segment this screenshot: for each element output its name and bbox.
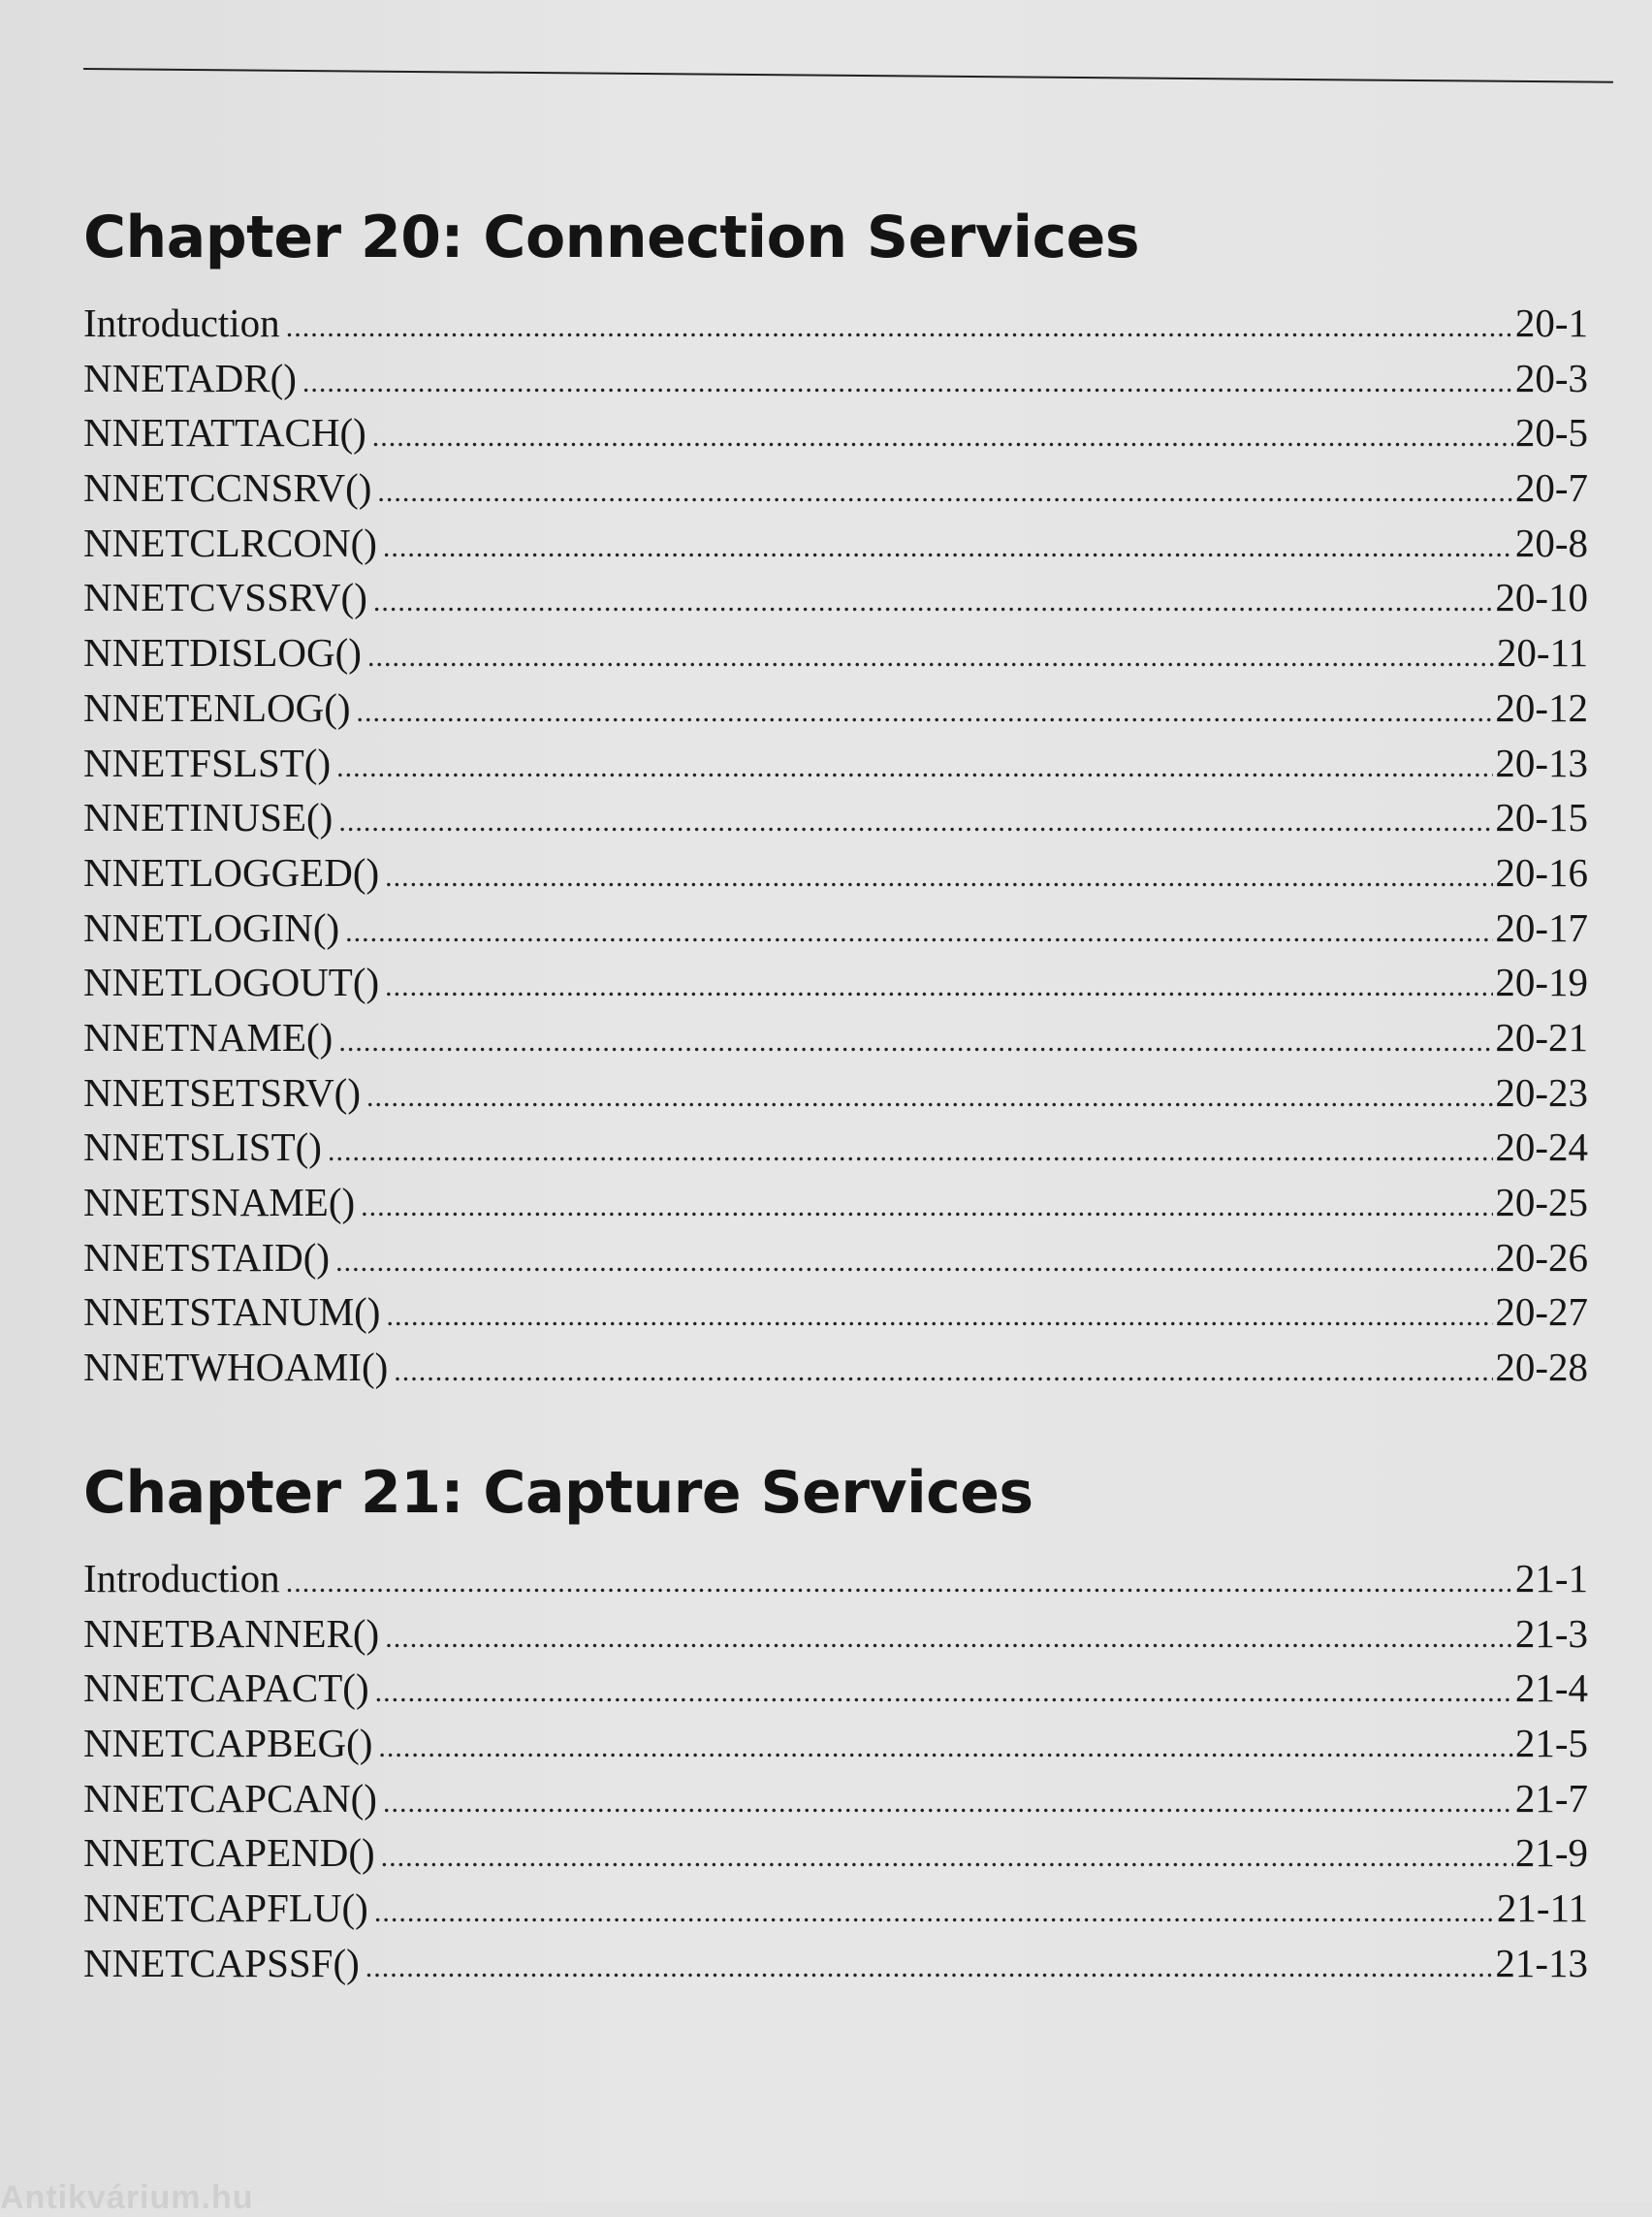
toc-entry <box>83 904 1588 960</box>
toc-entry <box>83 629 1588 684</box>
dot-leader <box>381 1841 1513 1874</box>
toc-entry-page: 21-5 <box>1514 1721 1588 1766</box>
toc-entry-name: NNETATTACH() <box>83 410 366 456</box>
chapter-title: Chapter 20: Connection Services <box>83 204 1140 271</box>
dot-leader <box>375 1676 1513 1709</box>
toc-entry-page: 20-25 <box>1495 1180 1588 1224</box>
dot-leader <box>366 1081 1493 1114</box>
toc-entry-page: 20-26 <box>1495 1234 1588 1280</box>
dot-leader <box>335 1246 1493 1279</box>
toc-entry <box>83 740 1588 795</box>
dot-leader <box>338 806 1493 839</box>
toc-entry-name: NNETCAPCAN() <box>83 1775 377 1821</box>
dot-leader <box>378 1731 1512 1764</box>
toc-entry-page: 20-7 <box>1514 465 1588 511</box>
toc-entry-page: 21-3 <box>1514 1610 1588 1656</box>
toc-entry-page: 21-9 <box>1514 1830 1588 1876</box>
toc-entry-page: 21-4 <box>1514 1665 1588 1711</box>
dot-leader <box>286 1567 1513 1599</box>
toc-entry-name: NNETSTANUM() <box>83 1289 381 1335</box>
toc-entry <box>83 1884 1588 1940</box>
toc-entry-page: 20-21 <box>1495 1014 1588 1060</box>
dot-leader <box>377 476 1512 509</box>
toc-entry-page: 20-19 <box>1495 960 1588 1005</box>
toc-entry-page: 21-1 <box>1514 1556 1588 1600</box>
toc-entry-name: NNETCAPFLU() <box>83 1885 368 1931</box>
toc-entry-name: NNETINUSE() <box>83 795 334 840</box>
toc-entry-name: NNETDISLOG() <box>83 630 362 676</box>
dot-leader <box>286 311 1513 344</box>
toc-entry-page: 20-10 <box>1495 575 1588 620</box>
toc-entry-page: 21-13 <box>1495 1940 1588 1985</box>
toc-entry <box>83 1234 1588 1289</box>
header-rule <box>83 68 1613 83</box>
toc-entry-name: NNETADR() <box>83 355 297 400</box>
toc-entry-name: NNETLOGGED() <box>83 849 380 895</box>
dot-leader <box>383 531 1513 564</box>
toc-entry-name: NNETWHOAMI() <box>83 1345 389 1390</box>
dot-leader <box>386 1300 1493 1333</box>
toc-entry <box>83 520 1588 575</box>
toc-entry-page: 20-5 <box>1514 410 1588 456</box>
toc-entry-page: 20-8 <box>1514 520 1588 565</box>
dot-leader <box>365 1951 1494 1984</box>
dot-leader <box>357 696 1494 729</box>
toc-entry <box>83 794 1588 849</box>
toc-entry <box>83 1775 1588 1830</box>
toc-entry <box>83 409 1588 464</box>
toc-entry <box>83 1664 1588 1720</box>
dot-leader <box>385 1622 1513 1655</box>
toc-entry-name: NNETENLOG() <box>83 684 351 730</box>
dot-leader <box>361 1190 1493 1223</box>
toc-entry <box>83 1829 1588 1884</box>
dot-leader <box>385 970 1493 1003</box>
toc-entry <box>83 464 1588 520</box>
dot-leader <box>372 421 1513 454</box>
toc-entry-page: 21-11 <box>1496 1885 1588 1931</box>
dot-leader <box>383 1787 1513 1820</box>
chapter-title: Chapter 21: Capture Services <box>83 1459 1033 1527</box>
toc-entry-page: 20-15 <box>1495 795 1588 840</box>
chapter-21-section <box>83 1454 1588 1995</box>
toc-entry-name: NNETSETSRV() <box>83 1069 361 1115</box>
toc-entry <box>83 959 1588 1014</box>
toc-entry-name: NNETCLRCON() <box>83 520 377 565</box>
toc-entry-page: 20-17 <box>1495 904 1588 950</box>
dot-leader <box>385 861 1493 894</box>
toc-entry-name: NNETLOGOUT() <box>83 960 380 1005</box>
toc-entry-name: NNETCAPEND() <box>83 1830 375 1876</box>
toc-entry-page: 20-16 <box>1495 849 1588 895</box>
toc-entry <box>83 1014 1588 1069</box>
dot-leader <box>328 1135 1493 1168</box>
toc-entry <box>83 1720 1588 1775</box>
toc-entry <box>83 1069 1588 1124</box>
toc-entry-name: NNETNAME() <box>83 1014 334 1060</box>
toc-entry-name: Introduction <box>83 1556 280 1600</box>
toc-entry-name: NNETCAPBEG() <box>83 1721 373 1766</box>
toc-entry-page: 20-12 <box>1495 684 1588 730</box>
toc-entry-page: 20-24 <box>1495 1124 1588 1170</box>
dot-leader <box>345 916 1493 949</box>
toc-entry-name: NNETFSLST() <box>83 740 332 785</box>
toc-entry-name: NNETCVSSRV() <box>83 575 367 620</box>
dot-leader <box>394 1355 1493 1388</box>
dot-leader <box>367 641 1495 674</box>
toc-entry <box>83 684 1588 740</box>
toc-list <box>83 1555 1588 1995</box>
toc-entry <box>83 1344 1588 1399</box>
toc-entry-page: 20-27 <box>1495 1289 1588 1335</box>
toc-entry-page: 20-23 <box>1495 1069 1588 1115</box>
dot-leader <box>338 1026 1493 1059</box>
toc-entry-name: NNETCAPACT() <box>83 1665 369 1711</box>
toc-entry <box>83 300 1588 355</box>
toc-entry-page: 20-11 <box>1496 630 1588 676</box>
toc-entry-name: NNETLOGIN() <box>83 904 340 950</box>
toc-entry-name: NNETSLIST() <box>83 1124 322 1170</box>
toc-entry-name: NNETSTAID() <box>83 1234 331 1280</box>
dot-leader <box>336 751 1493 784</box>
dot-leader <box>302 366 1513 399</box>
toc-entry-name: NNETSNAME() <box>83 1180 356 1224</box>
toc-entry <box>83 849 1588 904</box>
chapter-20-section <box>83 199 1588 1399</box>
toc-entry-page: 21-7 <box>1514 1775 1588 1821</box>
toc-entry <box>83 1555 1588 1610</box>
dot-leader <box>374 1896 1495 1929</box>
toc-entry-page: 20-28 <box>1495 1345 1588 1390</box>
toc-entry <box>83 1940 1588 1995</box>
toc-entry <box>83 1288 1588 1344</box>
toc-entry-page: 20-1 <box>1514 301 1588 345</box>
toc-entry-name: NNETCCNSRV() <box>83 465 372 511</box>
toc-entry-name: NNETBANNER() <box>83 1610 380 1656</box>
toc-entry <box>83 1179 1588 1234</box>
dot-leader <box>373 586 1493 618</box>
watermark-text: Antikvárium.hu <box>0 2179 254 2216</box>
toc-list <box>83 300 1588 1399</box>
toc-entry <box>83 1124 1588 1179</box>
toc-entry <box>83 574 1588 629</box>
toc-entry-page: 20-13 <box>1495 740 1588 785</box>
toc-entry-page: 20-3 <box>1514 355 1588 400</box>
toc-entry <box>83 355 1588 410</box>
toc-entry-name: NNETCAPSSF() <box>83 1940 360 1985</box>
toc-entry <box>83 1610 1588 1665</box>
toc-entry-name: Introduction <box>83 301 280 345</box>
